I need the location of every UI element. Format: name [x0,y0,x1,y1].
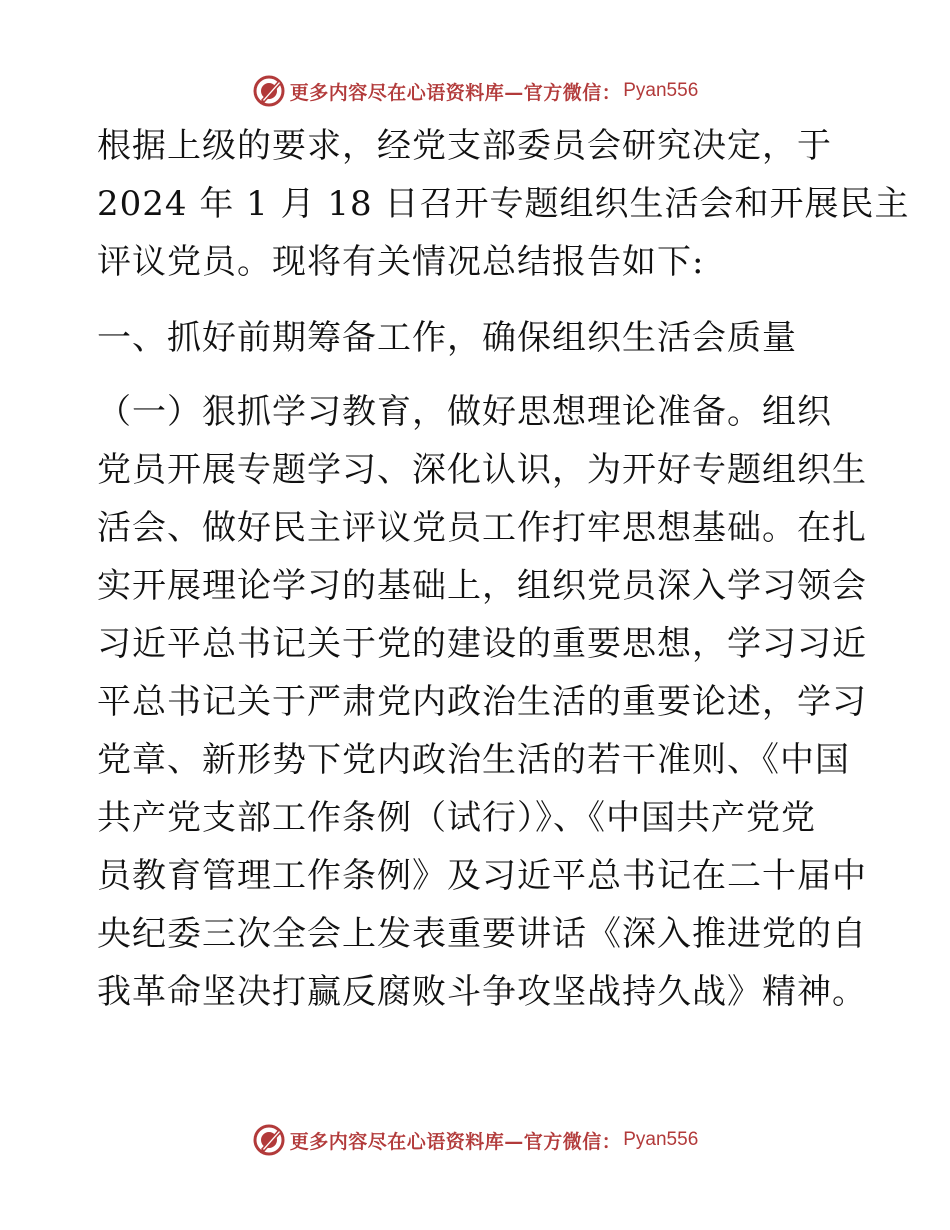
banner-account: Pyan556 [623,80,699,101]
banner-text: 更多内容尽在心语资料库—官方微信： [289,81,622,104]
intro-line: 2024 年 1 月 18 日召开专题组织生活会和开展民主 [97,184,910,224]
paragraph-line: 员教育管理工作条例》及习近平总书记在二十届中 [97,856,867,896]
pen-logo-icon [252,74,286,108]
banner-text: 更多内容尽在心语资料库—官方微信： [289,1130,622,1153]
section-heading-text: 一、抓好前期筹备工作，确保组织生活会质量 [97,318,797,358]
banner-account: Pyan556 [623,1129,699,1150]
paragraph-line: 我革命坚决打赢反腐败斗争攻坚战持久战》精神。 [97,972,867,1012]
intro-paragraph [97,117,910,291]
intro-line: 根据上级的要求，经党支部委员会研究决定，于 [97,126,832,166]
paragraph-line: 实开展理论学习的基础上，组织党员深入学习领会 [97,566,867,606]
paragraph-line: （一）狠抓学习教育，做好思想理论准备。组织 [97,392,832,432]
pen-logo-icon [252,1123,286,1157]
header-banner [0,71,950,111]
intro-line: 评议党员。现将有关情况总结报告如下: [97,242,705,282]
section-heading [97,309,857,367]
paragraph-line: 央纪委三次全会上发表重要讲话《深入推进党的自 [97,914,867,954]
footer-banner [0,1120,950,1160]
paragraph-line: 党章、新形势下党内政治生活的若干准则、《中国 [97,740,850,780]
paragraph-line: 平总书记关于严肃党内政治生活的重要论述，学习 [97,682,867,722]
paragraph-line: 习近平总书记关于党的建设的重要思想，学习习近 [97,624,867,664]
paragraph-line: 共产党支部工作条例（试行）》、《中国共产党党 [97,798,816,838]
paragraph-line: 活会、做好民主评议党员工作打牢思想基础。在扎 [97,508,867,548]
body-paragraph [97,383,867,1021]
paragraph-line: 党员开展专题学习、深化认识，为开好专题组织生 [97,450,867,490]
